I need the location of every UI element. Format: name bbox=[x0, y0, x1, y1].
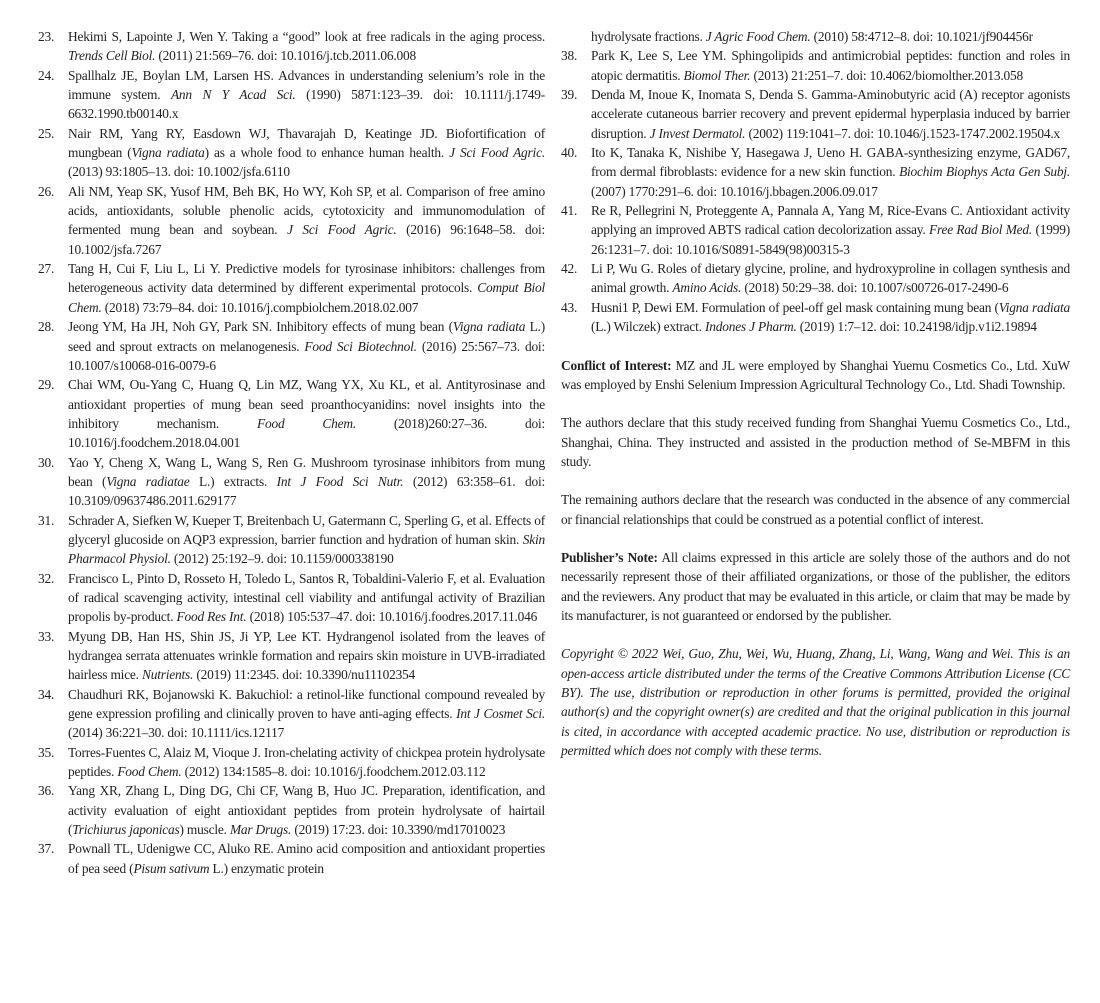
text-segment: Vigna radiata bbox=[131, 145, 205, 161]
paragraph bbox=[561, 490, 1070, 529]
reference-item bbox=[38, 375, 545, 452]
reference-number: 26. bbox=[38, 183, 55, 199]
text-segment: Myung DB, Han HS, Shin JS, Ji YP, Lee KT. Hydrangenol isolated from the leaves of hydrangea serrata attenuates wrinkle formation and repairs skin moisture in UVB-irradiated hairless mice. bbox=[68, 628, 545, 683]
text-segment: Hekimi S, Lapointe J, Wen Y. Taking a “good” look at free radicals in the aging process. bbox=[68, 29, 545, 44]
text-segment: Ali NM, Yeap SK, Yusof HM, Beh BK, Ho WY, Koh SP, et al. Comparison of free amino acids, antioxidants, soluble phenolic acids, cytotoxicity and immunomodulation of fermented mung bean and soybean. bbox=[68, 183, 545, 238]
reference-item bbox=[38, 124, 545, 182]
reference-number: 33. bbox=[38, 628, 55, 644]
reference-item bbox=[38, 27, 545, 66]
text-segment: Denda M, Inoue K, Inomata S, Denda S. Gamma-Aminobutyric acid (A) receptor agonists accelerate cutaneous barrier recovery and prevent epidermal hyperplasia induced by barrier disruption. bbox=[591, 87, 1070, 141]
reference-item bbox=[38, 569, 545, 627]
text-segment: (2014) 36:221–30. doi: 10.1111/ics.12117 bbox=[68, 725, 285, 741]
reference-item bbox=[561, 46, 1070, 85]
text-segment: Indones J Pharm. bbox=[704, 319, 797, 335]
text-segment: J Invest Dermatol. bbox=[649, 125, 746, 141]
reference-number: 27. bbox=[38, 261, 55, 277]
column-right bbox=[561, 27, 1070, 1003]
text-segment: Ito K, Tanaka K, Nishibe Y, Hasegawa J, Ueno H. GABA-synthesizing enzyme, GAD67, from dermal fibroblasts: evidence for a new skin function. bbox=[591, 145, 1070, 180]
text-segment: Int J Food Sci Nutr. bbox=[276, 473, 404, 489]
text-segment: L.) seed and sprout extracts on melanogenesis. bbox=[68, 319, 545, 354]
text-segment: The authors declare that this study received funding from Shanghai Yuemu Cosmetics Co., Ltd., Shanghai, China. They instructed and assisted in the production method of Se-MBFM in this study. bbox=[561, 415, 1070, 469]
reference-item bbox=[38, 182, 545, 259]
reference-number: 31. bbox=[38, 512, 55, 528]
text-segment: Vigna radiatae bbox=[106, 473, 190, 489]
text-segment: Trichiurus japonicas bbox=[72, 822, 180, 838]
text-segment: Nair RM, Yang RY, Easdown WJ, Thavarajah D, Keatinge JD. Biofortification of mungbean ( bbox=[68, 125, 545, 161]
text-segment: Vigna radiata bbox=[998, 299, 1070, 315]
reference-item bbox=[38, 743, 545, 782]
paragraph bbox=[561, 356, 1070, 395]
text-segment: Jeong YM, Ha JH, Noh GY, Park SN. Inhibitory effects of mung bean ( bbox=[68, 319, 453, 335]
reference-number: 40. bbox=[561, 145, 578, 161]
reference-item bbox=[38, 66, 545, 124]
text-segment: (2018)260:27–36. doi: 10.1016/j.foodchem.2018.04.001 bbox=[68, 415, 545, 451]
text-segment: Int J Cosmet Sci. bbox=[456, 706, 546, 722]
text-segment: (2013) 93:1805–13. doi: 10.1002/jsfa.6110 bbox=[68, 164, 290, 180]
text-segment: Yao Y, Cheng X, Wang L, Wang S, Ren G. Mushroom tyrosinase inhibitors from mung bean ( bbox=[68, 454, 545, 489]
text-segment: All claims expressed in this article are solely those of the authors and do not necessarily represent those of their affiliated organizations, or those of the publisher, the editors and the reviewers. Any product that may be evaluated in this article, or claim that may be made by its manufacturer, is not guaranteed or endorsed by the publisher. bbox=[561, 549, 1071, 623]
text-segment: (2012) 63:358–61. doi: 10.3109/09637486.2011.629177 bbox=[68, 473, 545, 509]
text-segment: (2019) 1:7–12. doi: 10.24198/idjp.v1i2.19894 bbox=[796, 319, 1037, 335]
text-segment: (L.) Wilczek) extract. bbox=[591, 319, 705, 335]
text-segment: L.) enzymatic protein bbox=[209, 860, 324, 876]
reference-item bbox=[561, 201, 1070, 259]
reference-number: 43. bbox=[561, 299, 578, 315]
text-segment: (2002) 119:1041–7. doi: 10.1046/j.1523-1747.2002.19504.x bbox=[745, 125, 1060, 141]
text-segment: J Sci Food Agric. bbox=[287, 222, 397, 238]
text-segment: (2010) 58:4712–8. doi: 10.1021/jf904456r bbox=[810, 29, 1033, 44]
reference-item bbox=[561, 85, 1070, 143]
text-segment: Chai WM, Ou-Yang C, Huang Q, Lin MZ, Wang YX, Xu KL, et al. Antityrosinase and antioxidant properties of mung bean seed proanthocyanidins: novel insights into the inhibitory mechanism. bbox=[68, 377, 545, 431]
text-segment: Biomol Ther. bbox=[683, 67, 751, 83]
text-segment: Chaudhuri RK, Bojanowski K. Bakuchiol: a retinol-like functional compound revealed by gene expression profiling and clinically proven to have anti-aging effects. bbox=[68, 686, 545, 722]
reference-item bbox=[38, 453, 545, 511]
text-segment: MZ and JL were employed by Shanghai Yuemu Cosmetics Co., Ltd. XuW was employed by Enshi Selenium Impression Agricultural Technology Co., Ltd. Shadi Township. bbox=[561, 357, 1070, 392]
text-segment: Skin Pharmacol Physiol. bbox=[68, 531, 545, 567]
reference-number: 36. bbox=[38, 783, 55, 799]
text-segment: J Sci Food Agric. bbox=[449, 145, 545, 161]
text-segment: Publisher’s Note: bbox=[561, 549, 658, 565]
text-segment: Torres-Fuentes C, Alaiz M, Vioque J. Iron-chelating activity of chickpea protein hydrolysate peptides. bbox=[68, 744, 545, 780]
reference-item bbox=[38, 627, 545, 685]
text-segment: Ann N Y Acad Sci. bbox=[170, 87, 296, 103]
reference-number: 30. bbox=[38, 454, 55, 470]
text-segment: (2018) 50:29–38. doi: 10.1007/s00726-017-2490-6 bbox=[741, 280, 1009, 296]
reference-number: 34. bbox=[38, 686, 55, 702]
reference-number: 23. bbox=[38, 29, 55, 44]
text-segment: (2018) 105:537–47. doi: 10.1016/j.foodres.2017.11.046 bbox=[246, 609, 538, 625]
reference-number: 38. bbox=[561, 48, 578, 64]
text-segment: (1999) 26:1231–7. doi: 10.1016/S0891-5849(98)00315-3 bbox=[591, 222, 1070, 257]
reference-number: 39. bbox=[561, 87, 578, 103]
text-segment: (2012) 25:192–9. doi: 10.1159/000338190 bbox=[170, 551, 394, 567]
text-segment: Li P, Wu G. Roles of dietary glycine, proline, and hydroxyproline in collagen synthesis and animal growth. bbox=[591, 261, 1070, 296]
reference-number: 42. bbox=[561, 261, 578, 277]
text-segment: (2019) 11:2345. doi: 10.3390/nu11102354 bbox=[193, 667, 416, 683]
text-segment: (2016) 96:1648–58. doi: 10.1002/jsfa.7267 bbox=[68, 222, 545, 257]
paragraph bbox=[561, 413, 1070, 471]
text-segment: Amino Acids. bbox=[672, 280, 742, 296]
reference-number: 25. bbox=[38, 125, 55, 141]
text-segment: (2019) 17:23. doi: 10.3390/md17010023 bbox=[291, 822, 506, 838]
text-segment: (1990) 5871:123–39. doi: 10.1111/j.1749-6632.1990.tb00140.x bbox=[68, 87, 545, 122]
paragraph bbox=[561, 644, 1070, 760]
text-segment: (2011) 21:569–76. doi: 10.1016/j.tcb.2011.06.008 bbox=[155, 48, 416, 64]
text-segment: Vigna radiata bbox=[452, 319, 526, 335]
text-segment: Yang XR, Zhang L, Ding DG, Chi CF, Wang B, Huo JC. Preparation, identification, and activity evaluation of eight antioxidant peptides from protein hydrolysate of hairtail ( bbox=[68, 783, 545, 838]
text-segment: Pisum sativum bbox=[133, 860, 210, 876]
text-segment: Food Chem. bbox=[257, 415, 356, 431]
reference-item bbox=[561, 298, 1070, 337]
text-segment: Food Sci Biotechnol. bbox=[304, 338, 417, 354]
text-segment: Tang H, Cui F, Liu L, Li Y. Predictive models for tyrosinase inhibitors: challenges from heterogeneous activity data determined by different experimental protocols. bbox=[68, 261, 545, 296]
reference-number: 41. bbox=[561, 203, 578, 219]
text-segment: Trends Cell Biol. bbox=[68, 48, 156, 64]
text-segment: (2013) 21:251–7. doi: 10.4062/biomolther.2013.058 bbox=[750, 67, 1023, 83]
text-segment: ) muscle. bbox=[179, 822, 230, 838]
reference-item bbox=[38, 259, 545, 317]
reference-number: 24. bbox=[38, 67, 55, 83]
reference-number: 35. bbox=[38, 744, 55, 760]
text-segment: (2007) 1770:291–6. doi: 10.1016/j.bbagen.2006.09.017 bbox=[591, 183, 878, 199]
reference-item bbox=[38, 511, 545, 569]
text-segment: J Agric Food Chem. bbox=[705, 29, 811, 44]
text-segment: L.) extracts. bbox=[189, 473, 277, 489]
text-segment: Mar Drugs. bbox=[229, 822, 292, 838]
text-segment: Re R, Pellegrini N, Proteggente A, Pannala A, Yang M, Rice-Evans C. Antioxidant activity applying an improved ABTS radical cation decolorization assay. bbox=[591, 203, 1070, 238]
text-segment: (2012) 134:1585–8. doi: 10.1016/j.foodchem.2012.03.112 bbox=[181, 764, 486, 780]
text-segment: Pownall TL, Udenigwe CC, Aluko RE. Amino acid composition and antioxidant properties of pea seed ( bbox=[68, 841, 545, 876]
text-segment: Comput Biol Chem. bbox=[68, 280, 545, 315]
reference-number: 29. bbox=[38, 377, 55, 393]
text-segment: ) as a whole food to enhance human health. bbox=[204, 145, 450, 161]
reference-item bbox=[38, 685, 545, 743]
text-segment: (2016) 25:567–73. doi: 10.1007/s10068-016-0079-6 bbox=[68, 338, 545, 373]
text-segment: Park K, Lee S, Lee YM. Sphingolipids and antimicrobial peptides: function and roles in atopic dermatitis. bbox=[591, 48, 1070, 83]
reference-item bbox=[38, 317, 545, 375]
text-segment: Husni1 P, Dewi EM. Formulation of peel-off gel mask containing mung bean ( bbox=[591, 299, 999, 315]
reference-number: 37. bbox=[38, 841, 55, 857]
column-left bbox=[38, 27, 545, 1003]
reference-item bbox=[561, 143, 1070, 201]
text-segment: Food Res Int. bbox=[176, 609, 247, 625]
text-segment: Biochim Biophys Acta Gen Subj. bbox=[899, 164, 1070, 180]
text-segment: (2018) 73:79–84. doi: 10.1016/j.compbiolchem.2018.02.007 bbox=[101, 299, 419, 315]
text-segment: Food Chem. bbox=[117, 764, 182, 780]
text-segment: The remaining authors declare that the research was conducted in the absence of any commercial or financial relationships that could be construed as a potential conflict of interest. bbox=[561, 492, 1070, 527]
reference-number: 28. bbox=[38, 319, 55, 335]
reference-item bbox=[38, 839, 545, 878]
reference-number: 32. bbox=[38, 570, 55, 586]
text-segment: Conflict of Interest: bbox=[561, 357, 672, 373]
text-segment: Spallhalz JE, Boylan LM, Larsen HS. Advances in understanding selenium’s role in the immune system. bbox=[68, 67, 545, 103]
text-segment: Schrader A, Siefken W, Kueper T, Breitenbach U, Gatermann C, Sperling G, et al. Effects of glyceryl glucoside on AQP3 expression, barrier function and hydration of human skin. bbox=[68, 512, 545, 547]
text-segment: Copyright © 2022 Wei, Guo, Zhu, Wei, Wu, Huang, Zhang, Li, Wang, Wang and Wei. This is an open-access article distributed under the terms of the Creative Commons Attribution License (CC BY). The use, distribution or reproduction in other forums is permitted, provided the original author(s) and the copyright owner(s) are credited and that the original publication in this journal is cited, in accordance with accepted academic practice. No use, distribution or reproduction is permitted which does not comply with these terms. bbox=[561, 646, 1070, 758]
text-segment: hydrolysate fractions. bbox=[591, 29, 706, 44]
reference-item bbox=[38, 781, 545, 839]
reference-item bbox=[561, 259, 1070, 298]
paragraph bbox=[561, 548, 1070, 625]
text-segment: Francisco L, Pinto D, Rosseto H, Toledo L, Santos R, Tobaldini-Valerio F, et al. Evaluation of radical scavenging activity, intestinal cell viability and antifungal activity of Brazilian propolis by-product. bbox=[68, 570, 545, 625]
reference-continuation bbox=[561, 27, 1070, 46]
text-segment: Free Rad Biol Med. bbox=[928, 222, 1033, 238]
text-segment: Nutrients. bbox=[141, 667, 194, 683]
